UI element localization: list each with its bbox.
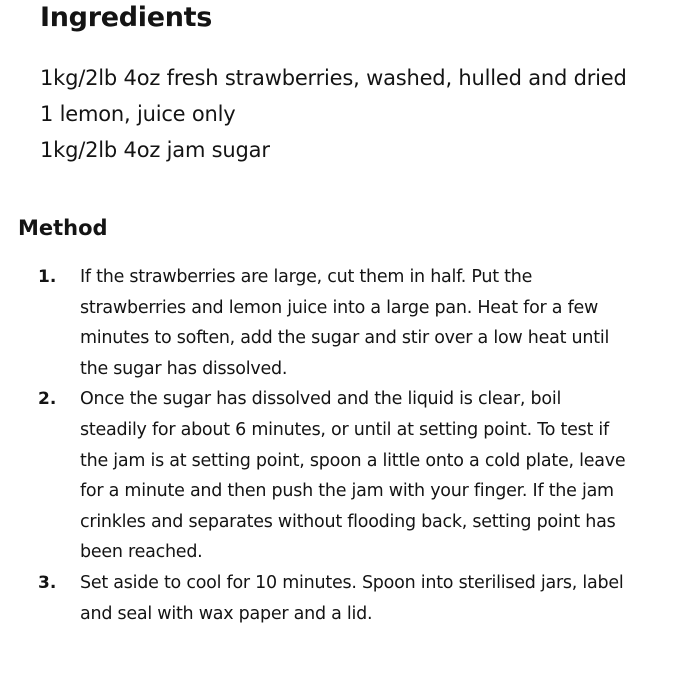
method-step bbox=[0, 384, 670, 568]
step-number: 3. bbox=[38, 572, 57, 593]
step-text-line: If the strawberries are large, cut them in half. Put the bbox=[80, 267, 533, 287]
step-text-line: been reached. bbox=[80, 542, 203, 563]
ingredient-item: 1kg/2lb 4oz fresh strawberries, washed, hulled and dried bbox=[40, 66, 627, 90]
step-text-line: the jam is at setting point, spoon a little onto a cold plate, leave bbox=[80, 450, 626, 471]
method-steps-list bbox=[0, 262, 676, 629]
step-text-line: Set aside to cool for 10 minutes. Spoon into sterilised jars, label bbox=[80, 572, 624, 593]
step-text-line: and seal with wax paper and a lid. bbox=[80, 603, 373, 624]
step-text-line: the sugar has dissolved. bbox=[80, 358, 288, 379]
step-number: 2. bbox=[38, 389, 57, 410]
ingredient-item: 1 lemon, juice only bbox=[40, 102, 236, 126]
step-text-line: Once the sugar has dissolved and the liquid is clear, boil bbox=[80, 389, 562, 410]
step-number: 1. bbox=[38, 267, 57, 287]
step-text-line: minutes to soften, add the sugar and stir over a low heat until bbox=[80, 328, 610, 349]
method-heading: Method bbox=[18, 216, 108, 240]
method-step bbox=[0, 568, 670, 629]
step-text bbox=[80, 262, 670, 384]
step-text-line: steadily for about 6 minutes, or until at setting point. To test if bbox=[80, 419, 609, 440]
step-text-line: crinkles and separates without flooding back, setting point has bbox=[80, 511, 616, 532]
step-text bbox=[80, 384, 670, 568]
step-text bbox=[80, 568, 670, 629]
step-text-line: for a minute and then push the jam with your finger. If the jam bbox=[80, 481, 614, 502]
ingredients-heading: Ingredients bbox=[40, 2, 213, 33]
ingredients-list bbox=[40, 60, 627, 168]
ingredient-item: 1kg/2lb 4oz jam sugar bbox=[40, 138, 270, 162]
method-step bbox=[0, 262, 670, 384]
step-text-line: strawberries and lemon juice into a large pan. Heat for a few bbox=[80, 297, 599, 318]
